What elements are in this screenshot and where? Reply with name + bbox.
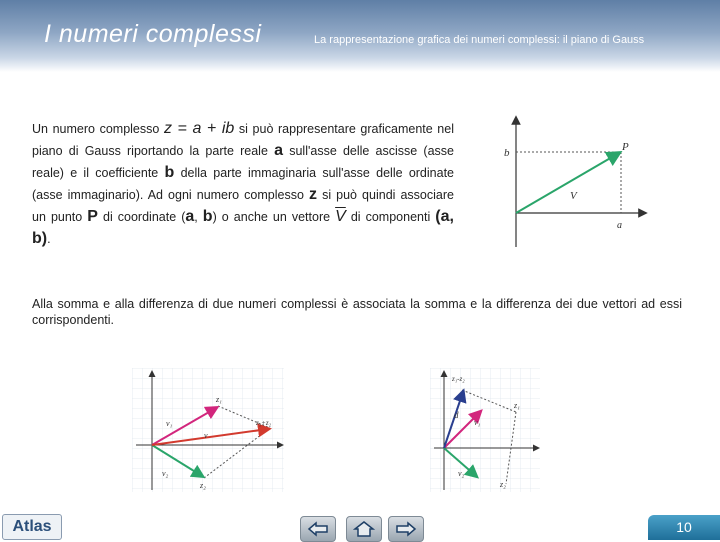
var-vector: $\overline{V}$ [335, 208, 346, 225]
page-title: I numeri complessi [44, 20, 262, 48]
label-z2: z₂ [200, 481, 206, 490]
label-P: P [622, 141, 629, 153]
sum-paragraph: Alla somma e alla differenza di due numeri complessi è associata la somma e la differenza dei due vettori ad essi corrispondenti. [32, 297, 682, 327]
label-b: b [504, 147, 510, 159]
var-a2: a [185, 208, 195, 225]
label-a: a [617, 220, 622, 231]
text: , [194, 210, 198, 224]
text: si può quindi associare un punto [32, 188, 454, 224]
atlas-logo: Atlas [2, 514, 62, 540]
vector-difference-figure [430, 368, 540, 492]
components: (a, b) [32, 208, 454, 247]
label-difference: z₁-z₂ [452, 375, 465, 383]
label-z1: z₁ [216, 395, 222, 404]
intro-paragraph [32, 118, 454, 250]
label-v2: v₂ [162, 469, 169, 478]
arrow-left-icon [307, 521, 329, 537]
label-v2: v₂ [458, 469, 465, 478]
label-z1: z₁ [514, 401, 520, 410]
page-subtitle: La rappresentazione grafica dei numeri complessi: il piano di Gauss [314, 34, 645, 46]
vector-v [516, 153, 619, 213]
home-button[interactable] [346, 516, 382, 542]
text: sull'asse delle ascisse (asse reale) e il coefficiente [32, 144, 454, 180]
forward-button[interactable] [388, 516, 424, 542]
text: o anche un vettore [221, 210, 331, 224]
text: ) [212, 210, 217, 224]
formula: z = a + ib [163, 120, 235, 137]
var-b: b [164, 164, 175, 181]
text: . [47, 232, 51, 246]
label-sum: z₁+z₂ [256, 419, 272, 427]
label-v: v [204, 431, 208, 440]
back-button[interactable] [300, 516, 336, 542]
label-d: d [454, 410, 459, 420]
var-b2: b [202, 208, 213, 225]
text: della parte immaginaria sull'asse delle ordinate (asse immaginario). Ad ogni numero complesso [32, 166, 454, 202]
text: Un numero complesso [32, 122, 160, 136]
text: di coordinate ( [103, 210, 186, 224]
var-P: P [87, 208, 98, 225]
label-v1: v₁ [474, 418, 481, 427]
gauss-plane-figure [498, 112, 648, 252]
page-number: 10 [648, 515, 720, 540]
vector-sum-figure [132, 368, 284, 492]
label-v1: v₁ [166, 419, 173, 428]
var-a: a [274, 142, 284, 159]
label-z2: z₂ [500, 480, 506, 489]
arrow-right-icon [395, 521, 417, 537]
text: si può rappresentare graficamente nel piano di Gauss riportando la parte reale [32, 122, 454, 158]
home-icon [353, 520, 375, 538]
var-z: z [309, 186, 317, 203]
header-banner [0, 0, 720, 72]
label-V: V [570, 190, 577, 202]
text: di componenti [350, 210, 431, 224]
